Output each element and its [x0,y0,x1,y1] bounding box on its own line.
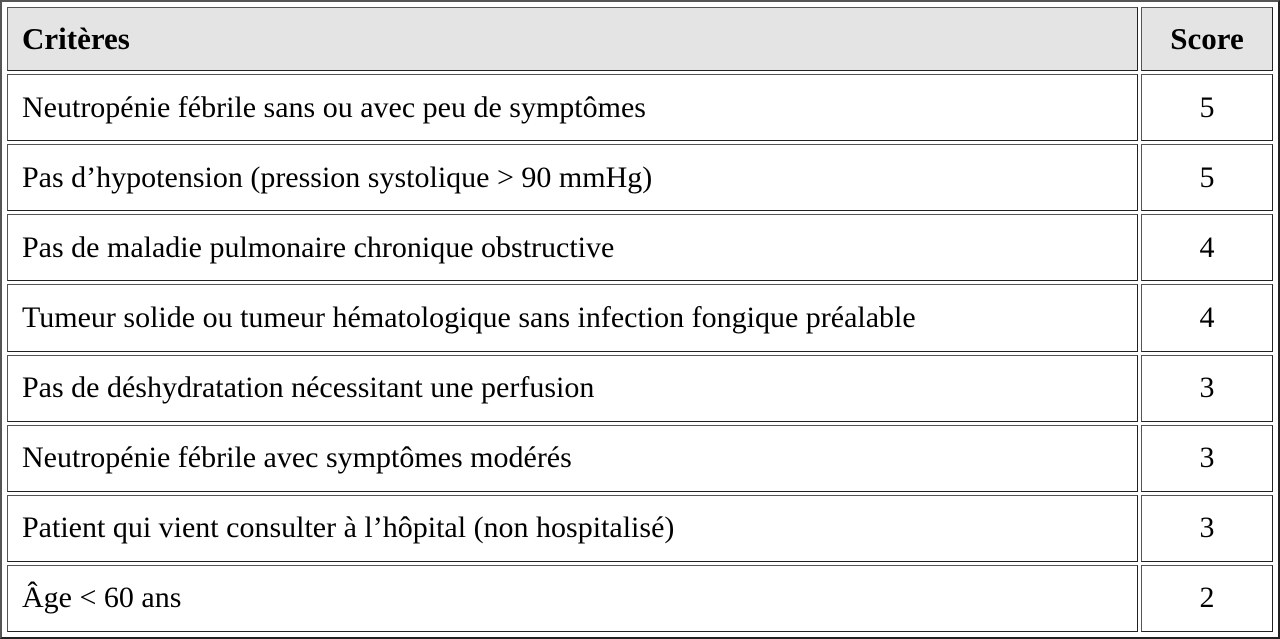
score-cell: 4 [1141,214,1273,281]
criteria-cell: Neutropénie fébrile avec symptômes modérés [7,425,1138,492]
criteria-cell: Pas de maladie pulmonaire chronique obstructive [7,214,1138,281]
criteria-cell: Pas de déshydratation nécessitant une perfusion [7,355,1138,422]
score-cell: 3 [1141,495,1273,562]
score-cell: 5 [1141,144,1273,211]
table-row [7,284,1273,351]
score-column-header: Score [1141,7,1273,71]
score-cell: 5 [1141,74,1273,141]
table-row [7,214,1273,281]
table-body [7,74,1273,632]
table-row [7,144,1273,211]
score-cell: 2 [1141,565,1273,632]
score-cell: 4 [1141,284,1273,351]
table-row [7,495,1273,562]
criteria-cell: Tumeur solide ou tumeur hématologique sans infection fongique préalable [7,284,1138,351]
criteria-score-table [4,4,1276,635]
table-row [7,425,1273,492]
table-row [7,565,1273,632]
criteria-column-header: Critères [7,7,1138,71]
criteria-cell: Patient qui vient consulter à l’hôpital (non hospitalisé) [7,495,1138,562]
criteria-cell: Neutropénie fébrile sans ou avec peu de symptômes [7,74,1138,141]
table-row [7,355,1273,422]
criteria-cell: Pas d’hypotension (pression systolique > 90 mmHg) [7,144,1138,211]
score-cell: 3 [1141,425,1273,492]
table-row [7,74,1273,141]
header-row [7,7,1273,71]
table-header [7,7,1273,71]
criteria-cell: Âge < 60 ans [7,565,1138,632]
score-cell: 3 [1141,355,1273,422]
